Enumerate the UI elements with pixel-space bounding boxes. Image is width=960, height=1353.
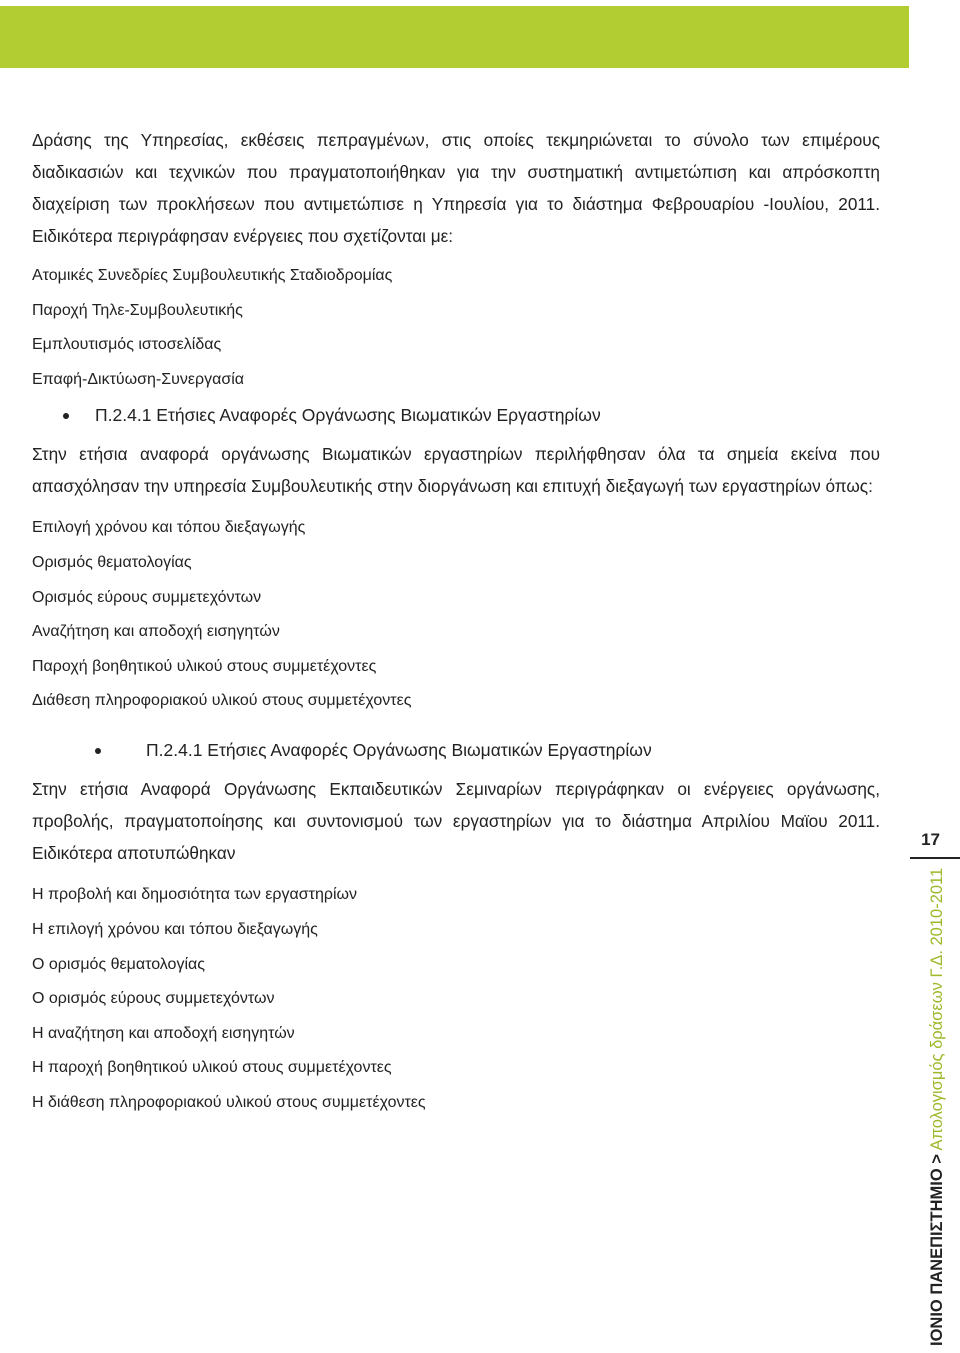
page-content xyxy=(32,124,880,1128)
intro-paragraph: Δράσης της Υπηρεσίας, εκθέσεις πεπραγμένων, στις οποίες τεκμηριώνεται το σύνολο των επιμέρους διαδικασιών και τεχνικών που πραγματοποιήθηκαν για την συστηματική αντιμετώπιση και απρόσκοπτη διαχείριση των προκλήσεων που αντιμετώπισε η Υπηρεσία για το διάστημα Φεβρουαρίου -Ιουλίου, 2011. Ειδικότερα περιγράφησαν ενέργειες που σχετίζονται με: xyxy=(32,130,880,246)
list-item: Επαφή-Δικτύωση-Συνεργασία xyxy=(32,370,245,388)
bullet-icon xyxy=(95,748,101,754)
page-number: 17 xyxy=(921,830,940,849)
university-name: ΙΟΝΙΟ ΠΑΝΕΠΙΣΤΗΜΙΟ > xyxy=(928,1154,946,1346)
list-item: Η παροχή βοηθητικού υλικού στους συμμετέχοντες xyxy=(32,1059,392,1077)
header-accent-bar xyxy=(0,6,909,68)
list-item: Παροχή Τηλε-Συμβουλευτικής xyxy=(32,301,243,319)
section1-heading-row xyxy=(32,404,880,426)
side-footer xyxy=(928,866,947,1346)
list-item: Ορισμός εύρους συμμετεχόντων xyxy=(32,588,262,606)
list-item: Η επιλογή χρόνου και τόπου διεξαγωγής xyxy=(32,920,318,938)
list-item: Εμπλουτισμός ιστοσελίδας xyxy=(32,336,222,354)
section1-list xyxy=(32,518,880,711)
list-item: Ο ορισμός θεματολογίας xyxy=(32,955,205,973)
page-number-rule xyxy=(910,857,960,859)
list-item: Παροχή βοηθητικού υλικού στους συμμετέχοντες xyxy=(32,657,377,675)
section2-heading-row xyxy=(32,739,880,761)
list-item: Ο ορισμός εύρους συμμετεχόντων xyxy=(32,990,275,1008)
list-item: Η προβολή και δημοσιότητα των εργαστηρίων xyxy=(32,886,358,904)
section2-heading: Π.2.4.1 Ετήσιες Αναφορές Οργάνωσης Βιωματικών Εργαστηρίων xyxy=(146,740,652,761)
list-item: Αναζήτηση και αποδοχή εισηγητών xyxy=(32,623,280,641)
report-title: Απολογισμός δράσεων Γ.Δ. 2010-2011 xyxy=(928,867,946,1151)
list-item: Η αναζήτηση και αποδοχή εισηγητών xyxy=(32,1024,295,1042)
section2-paragraph: Στην ετήσια Αναφορά Οργάνωσης Εκπαιδευτικών Σεμιναρίων περιγράφηκαν οι ενέργειες οργάνωσης, προβολής, πραγματοποίησης και συντονισμού των εργαστηρίων για το διάστημα Απριλίου Μαϊου 2011. Ειδικότερα αποτυπώθηκαν xyxy=(32,779,880,864)
section2-list xyxy=(32,885,880,1113)
list-item: Διάθεση πληροφοριακού υλικού στους συμμετέχοντες xyxy=(32,692,412,710)
section1-paragraph: Στην ετήσια αναφορά οργάνωσης Βιωματικών εργαστηρίων περιλήφθησαν όλα τα σημεία εκείνα που απασχόλησαν την υπηρεσία Συμβουλευτικής στην διοργάνωση και επιτυχή διεξαγωγή των εργαστηρίων όπως: xyxy=(32,444,880,497)
bullet-icon xyxy=(63,413,69,419)
list-item: Η διάθεση πληροφοριακού υλικού στους συμμετέχοντες xyxy=(32,1093,426,1111)
list-item: Ατομικές Συνεδρίες Συμβουλευτικής Σταδιοδρομίας xyxy=(32,267,393,284)
section1-heading: Π.2.4.1 Ετήσιες Αναφορές Οργάνωσης Βιωματικών Εργαστηρίων xyxy=(95,405,601,426)
list-item: Ορισμός θεματολογίας xyxy=(32,553,192,571)
intro-list xyxy=(32,266,880,390)
list-item: Επιλογή χρόνου και τόπου διεξαγωγής xyxy=(32,519,306,537)
